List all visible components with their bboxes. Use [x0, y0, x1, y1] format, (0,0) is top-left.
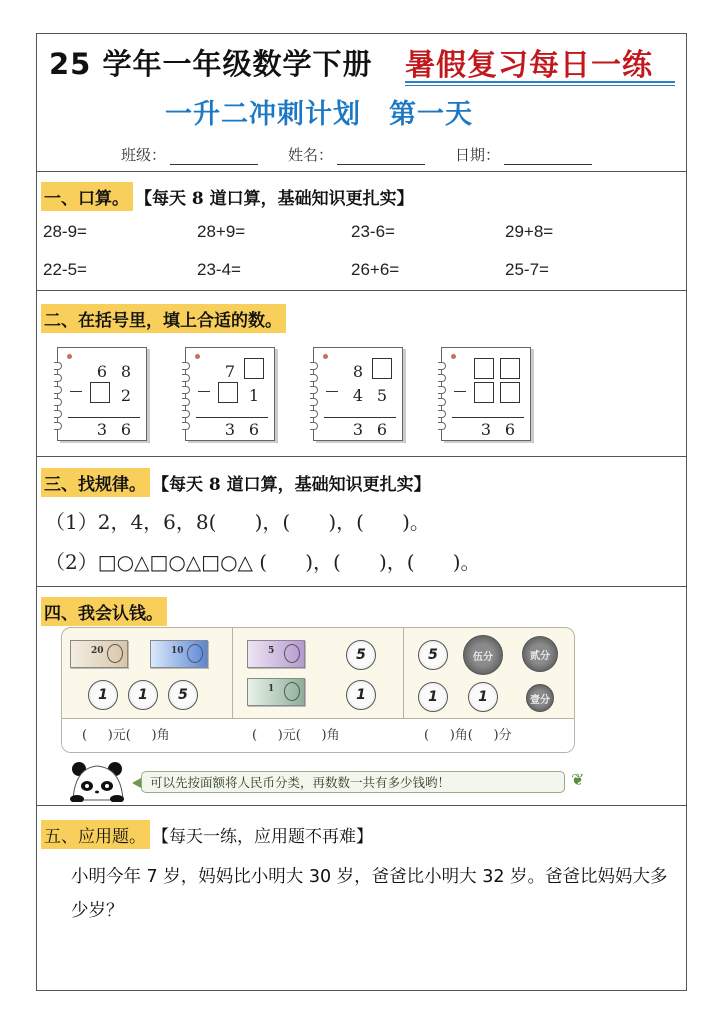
- answer-blank[interactable]: ( )元( )角: [252, 728, 340, 743]
- calc-problem: 23-6=: [351, 222, 395, 241]
- digit: 8: [120, 362, 132, 381]
- digit: 6: [248, 420, 260, 439]
- tip-bubble: 可以先按面额将人民币分类，再数数一共有多少钱哟！: [141, 771, 565, 793]
- digit: 7: [224, 362, 236, 381]
- subtraction-card: [313, 347, 403, 441]
- coin-5-jiao-icon: 5: [418, 640, 448, 670]
- answer-box[interactable]: [500, 382, 520, 403]
- pin-dot: [195, 354, 200, 359]
- class-label: 班级：: [121, 146, 167, 164]
- coin-1-yuan-icon: 1: [88, 680, 118, 710]
- coin-1-jiao-icon: 1: [346, 680, 376, 710]
- class-field: [121, 144, 258, 165]
- subtraction-card: [57, 347, 147, 441]
- divider: [37, 290, 686, 291]
- answer-box[interactable]: [474, 358, 494, 379]
- banknote-5-icon: [247, 640, 305, 668]
- divider: [37, 456, 686, 457]
- section-4-heading: [41, 597, 167, 626]
- word-problem: 小明今年 7 岁，妈妈比小明大 30 岁，爸爸比小明大 32 岁。爸爸比妈妈大多少岁？: [71, 867, 668, 921]
- coin-1-fen-icon: 壹分: [526, 684, 554, 712]
- digit: 1: [248, 386, 260, 405]
- digit: 2: [120, 386, 132, 405]
- minus-sign: [326, 391, 338, 392]
- panda-icon: [67, 760, 129, 802]
- digit: 8: [352, 362, 364, 381]
- spiral-rings: [438, 362, 446, 430]
- pattern-item-2: （2）□○△□○△□○△ ( )，( )，( )。: [45, 550, 481, 574]
- student-info-row: [121, 144, 622, 165]
- section-1-hint: 【每天 8 道口算，基础知识更扎实】: [135, 189, 414, 209]
- answer-box[interactable]: [474, 382, 494, 403]
- section-5-title: 五、应用题。: [41, 820, 150, 849]
- worksheet: [36, 33, 687, 991]
- note-value: 5: [268, 646, 275, 656]
- digit: 6: [96, 362, 108, 381]
- answer-blank[interactable]: ( )角( )分: [424, 728, 512, 743]
- answer-box[interactable]: [90, 382, 110, 403]
- calc-problem: 29+8=: [505, 222, 554, 241]
- divider: [37, 805, 686, 806]
- note-value: 20: [91, 646, 104, 656]
- subtitle: [165, 92, 473, 131]
- section-5-hint: 【每天一练，应用题不再难】: [152, 827, 373, 847]
- section-1-heading: [41, 182, 414, 211]
- date-input[interactable]: [504, 148, 592, 165]
- banknote-1-icon: [247, 678, 305, 706]
- digit: 6: [376, 420, 388, 439]
- sum-line: [196, 417, 268, 418]
- note-value: 1: [268, 684, 275, 694]
- coin-5-fen-icon: 伍分: [463, 635, 503, 675]
- banknote-20-icon: [70, 640, 128, 668]
- section-1-title: 一、口算。: [41, 182, 133, 211]
- pin-dot: [323, 354, 328, 359]
- name-field: [288, 144, 425, 165]
- speech-arrow-icon: [132, 778, 141, 788]
- digit: 6: [504, 420, 516, 439]
- calc-problem: 22-5=: [43, 260, 87, 279]
- digit: 6: [120, 420, 132, 439]
- title-main: 25 学年一年级数学下册: [49, 47, 373, 81]
- answer-box[interactable]: [372, 358, 392, 379]
- name-label: 姓名：: [288, 146, 334, 164]
- section-4-title: 四、我会认钱。: [41, 597, 167, 626]
- digit: 3: [352, 420, 364, 439]
- pin-dot: [67, 354, 72, 359]
- answer-box[interactable]: [218, 382, 238, 403]
- date-label: 日期：: [455, 146, 501, 164]
- sum-line: [68, 417, 140, 418]
- bamboo-leaf-icon: ❦: [571, 770, 585, 789]
- money-panel: [61, 627, 575, 753]
- coin-1-yuan-icon: 1: [128, 680, 158, 710]
- coin-1-jiao-icon: 1: [468, 682, 498, 712]
- digit: 5: [376, 386, 388, 405]
- name-input[interactable]: [337, 148, 425, 165]
- digit: 3: [96, 420, 108, 439]
- subtitle-day: 第一天: [389, 99, 473, 130]
- sum-line: [324, 417, 396, 418]
- subtraction-card: [441, 347, 531, 441]
- class-input[interactable]: [170, 148, 258, 165]
- digit: 3: [480, 420, 492, 439]
- section-5-heading: [41, 820, 373, 849]
- answer-box[interactable]: [244, 358, 264, 379]
- spiral-rings: [310, 362, 318, 430]
- minus-sign: [70, 391, 82, 392]
- section-3-title: 三、找规律。: [41, 468, 150, 497]
- title-highlight: 暑假复习每日一练: [405, 48, 653, 83]
- divider: [37, 586, 686, 587]
- spiral-rings: [182, 362, 190, 430]
- spiral-rings: [54, 362, 62, 430]
- calc-problem: 28-9=: [43, 222, 87, 241]
- pattern-item-1: （1）2，4，6，8( )，( )，( )。: [45, 510, 430, 534]
- digit: 3: [224, 420, 236, 439]
- coin-5-jiao-icon: 5: [168, 680, 198, 710]
- calc-problem: 26+6=: [351, 260, 400, 279]
- calc-problem: 25-7=: [505, 260, 549, 279]
- date-field: [455, 144, 592, 165]
- divider: [37, 171, 686, 172]
- sum-line: [452, 417, 524, 418]
- note-value: 10: [171, 646, 184, 656]
- section-2-title: 二、在括号里，填上合适的数。: [41, 304, 286, 333]
- title-underline: [405, 81, 675, 86]
- section-3-hint: 【每天 8 道口算，基础知识更扎实】: [152, 475, 431, 495]
- coin-2-fen-icon: 贰分: [522, 636, 558, 672]
- pin-dot: [451, 354, 456, 359]
- coin-1-jiao-icon: 1: [418, 682, 448, 712]
- coin-5-jiao-icon: 5: [346, 640, 376, 670]
- section-3-heading: [41, 468, 431, 497]
- digit: 4: [352, 386, 364, 405]
- subtitle-plan: 一升二冲刺计划: [165, 99, 361, 130]
- subtraction-card: [185, 347, 275, 441]
- banknote-10-icon: [150, 640, 208, 668]
- calc-problem: 23-4=: [197, 260, 241, 279]
- calc-problem: 28+9=: [197, 222, 246, 241]
- answer-blank[interactable]: ( )元( )角: [82, 728, 170, 743]
- section-2-heading: [41, 304, 286, 333]
- minus-sign: [198, 391, 210, 392]
- minus-sign: [454, 391, 466, 392]
- answer-box[interactable]: [500, 358, 520, 379]
